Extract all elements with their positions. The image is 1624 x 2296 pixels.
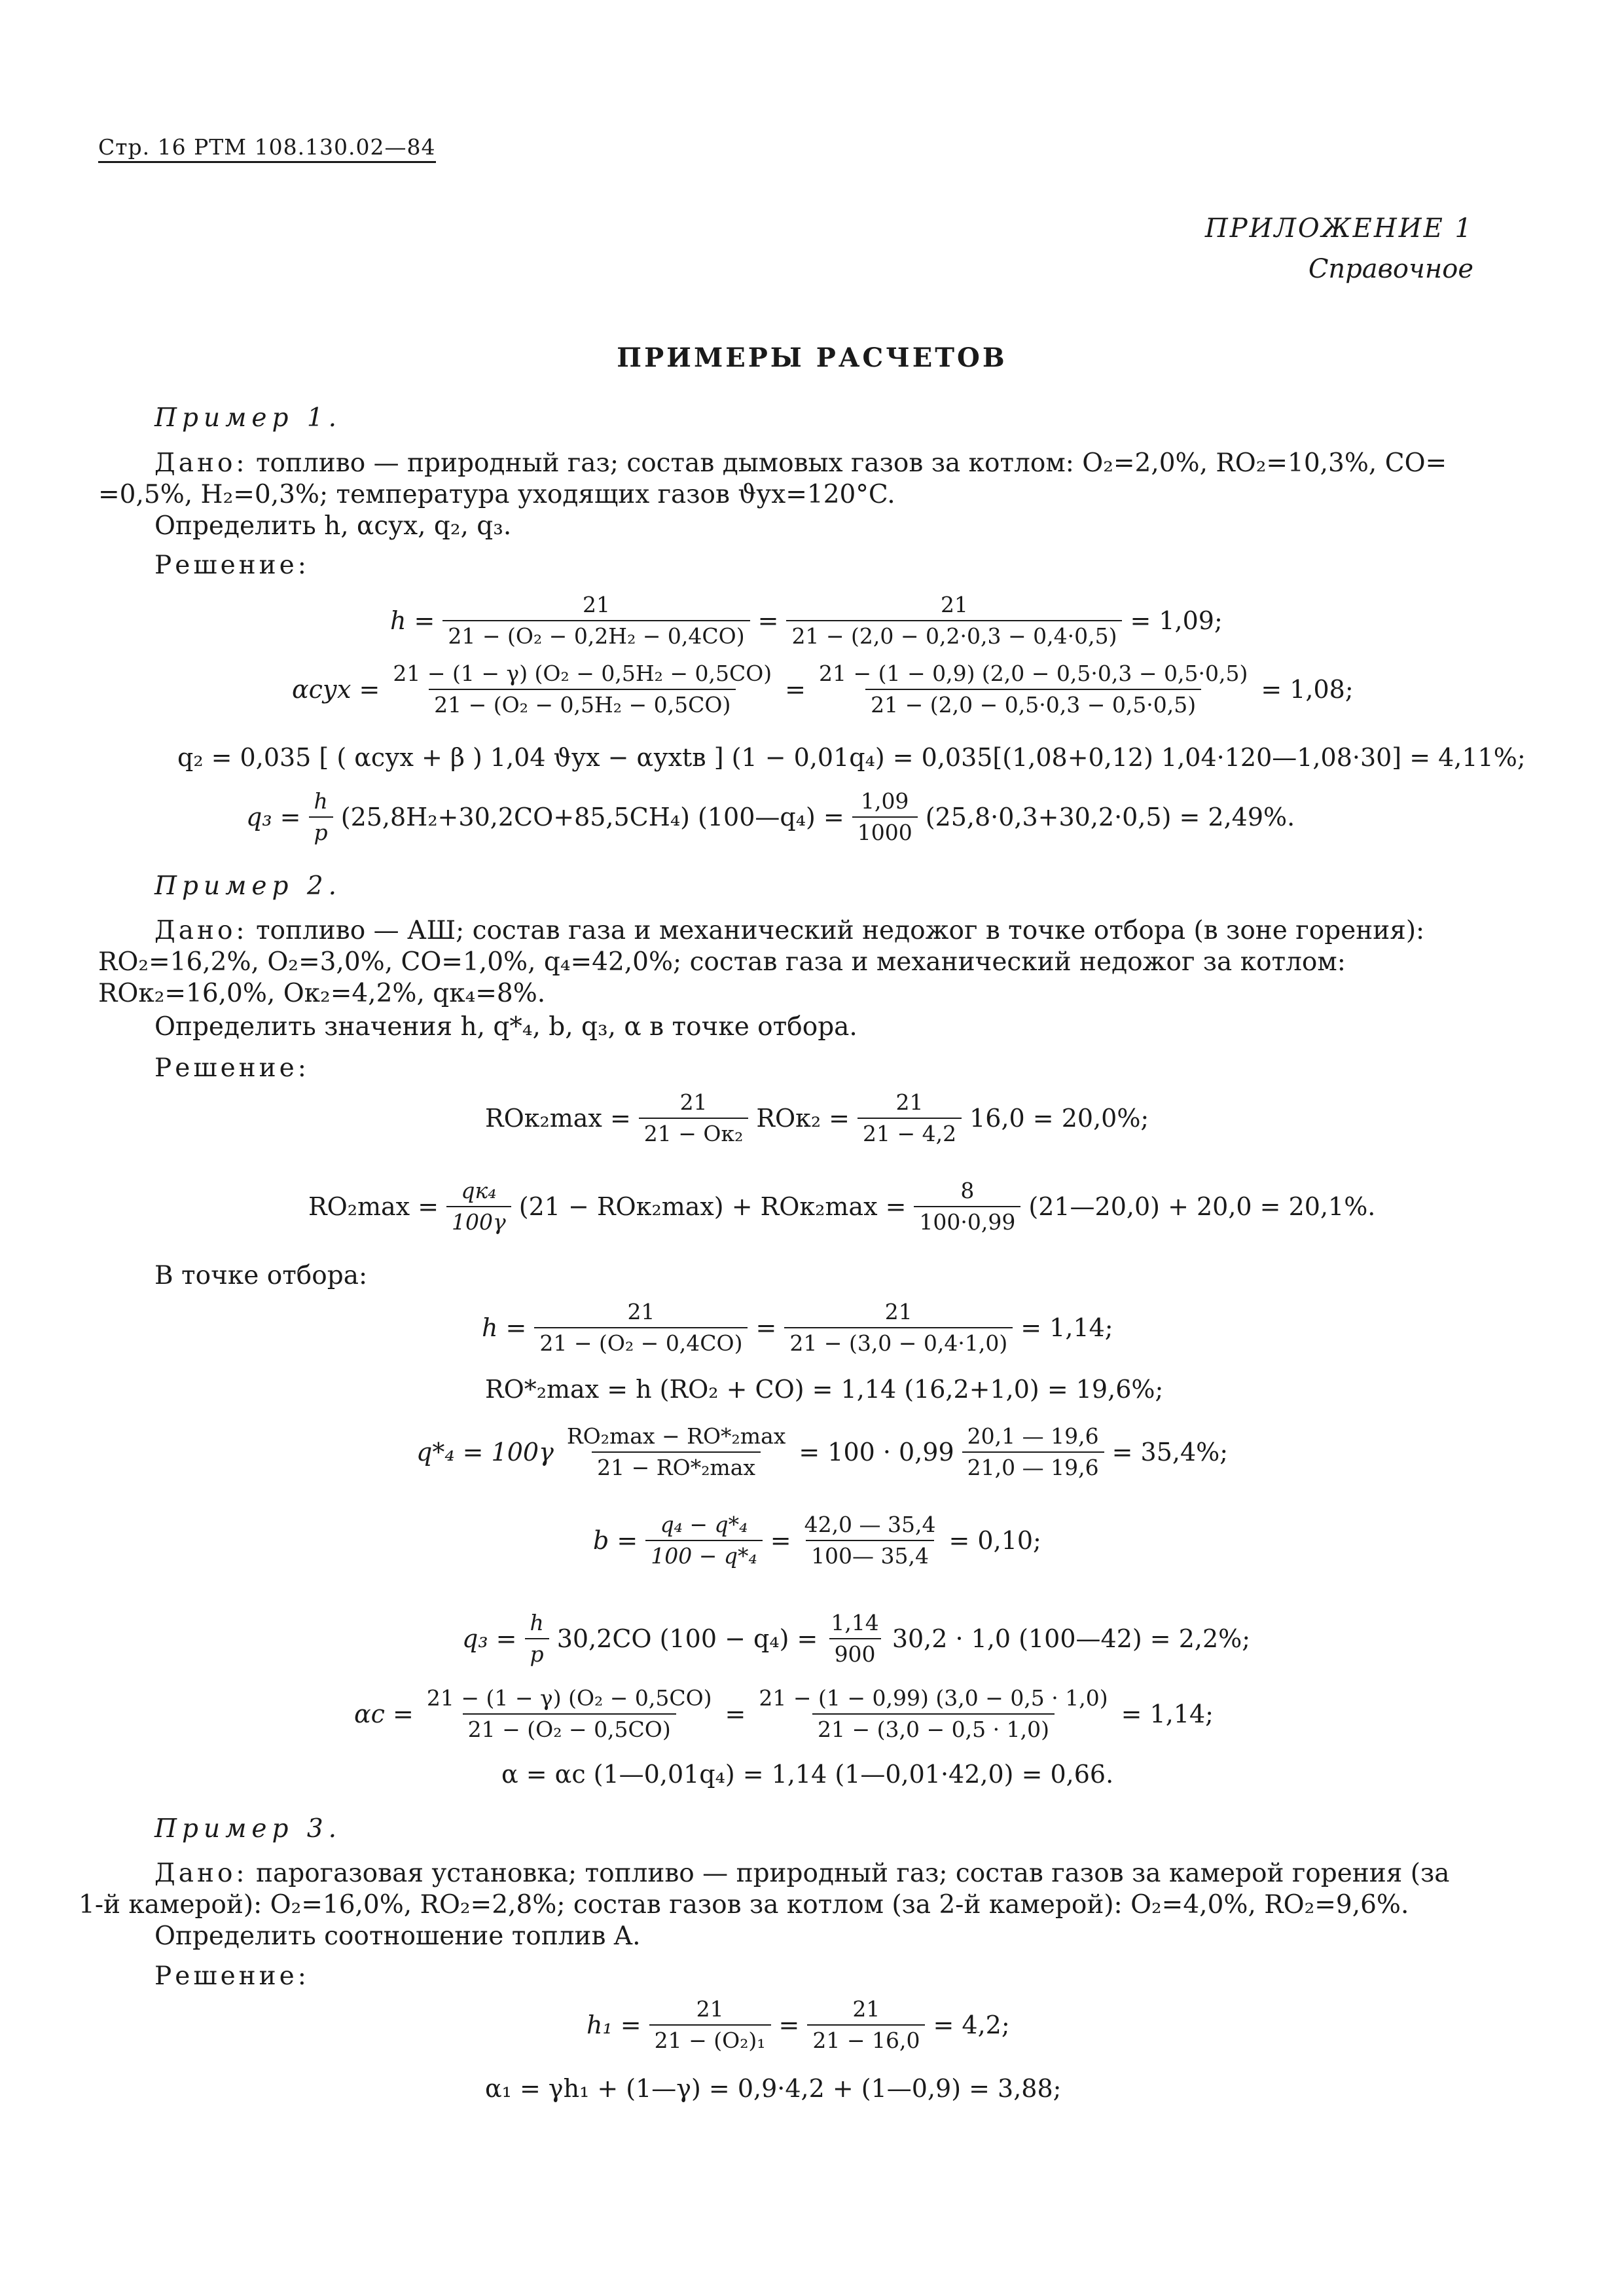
fraction [524,1611,549,1667]
eq-middle: (21 − ROк₂max) + ROк₂max = [518,1192,907,1221]
numerator: q₄ − q*₄ [660,1512,748,1537]
example3-heading: Пример 3. [154,1814,342,1844]
denominator: 21 − (3,0 − 0,4·1,0) [784,1327,1013,1356]
fraction [914,1178,1020,1235]
eq-result: = 1,09; [1130,606,1223,635]
eq-result: 30,2 · 1,0 (100—42) = 2,2%; [892,1624,1251,1653]
numerator: 21 − (1 − 0,99) (3,0 − 0,5 · 1,0) [759,1685,1108,1711]
eq-lhs: q*₄ = 100γ [416,1438,554,1467]
example1-given-line1 [154,448,1447,479]
numerator: RO₂max − RO*₂max [566,1423,786,1449]
eq-result: = 1,14; [1121,1700,1214,1728]
numerator: 21 [696,1996,724,2022]
eq-lhs: q₃ = [462,1624,517,1653]
numerator: 21 [583,592,610,617]
page-header: Стр. 16 РТМ 108.130.02—84 [98,134,436,163]
example2-eq-b [589,1512,1045,1569]
fraction [784,1300,1013,1356]
given-text: топливо — АШ; состав газа и механический недожог в точке отбора (в зоне горения): [255,916,1425,945]
numerator: 42,0 — 35,4 [804,1512,936,1537]
example2-eq-h [478,1300,1117,1356]
fraction [649,1997,771,2053]
fraction [807,1997,925,2053]
eq-result: = 4,2; [933,2011,1010,2039]
denominator: 21 − (O₂)₁ [649,2024,771,2053]
numerator: 21 [627,1299,655,1324]
example2-eq-alpha [497,1760,1117,1789]
example1-eq-q3 [242,789,1299,845]
eq-result: = 1,08; [1261,675,1354,704]
denominator: 21,0 — 19,6 [962,1451,1104,1480]
eq-text: q₂ = 0,035 [ ( αсух + β ) 1,04 ϑух − αухtв ] (1 − 0,01q₄) = 0,035[(1,08+0,12) 1,04·120—1,08·30] = 4,11%; [177,743,1526,772]
eq-lhs: h₁ = [586,2011,641,2039]
example2-given-line3: ROк₂=16,0%, Oк₂=4,2%, qк₄=8%. [98,979,546,1008]
given-text: парогазовая установка; топливо — природный газ; состав газов за камерой горения (за [255,1859,1450,1888]
eq-sign: = [785,675,806,704]
eq-middle: ROк₂ = [756,1104,850,1133]
denominator: 100·0,99 [914,1206,1020,1235]
example3-given-line2: 1-й камерой): O₂=16,0%, RO₂=2,8%; состав газов за котлом (за 2-й камерой): O₂=4,0%, RO₂=9,6%. [79,1890,1409,1920]
fraction [442,592,749,649]
numerator: 21 [884,1299,912,1324]
denominator: 21 − Oк₂ [639,1118,749,1146]
numerator: 21 [895,1089,924,1115]
denominator: 21 − (O₂ − 0,4CO) [534,1327,748,1356]
eq-result: = 0,10; [948,1526,1041,1555]
fraction [534,1300,748,1356]
numerator: h [314,788,328,814]
fraction [857,1090,962,1146]
example2-eq-q4s [412,1424,1232,1480]
example2-eq-ac [350,1686,1218,1742]
fraction [562,1424,791,1480]
denominator: 21 − RO*₂max [592,1451,761,1480]
example1-given-line2: =0,5%, H₂=0,3%; температура уходящих газов ϑух=120°C. [98,480,895,509]
given-text: топливо — природный газ; состав дымовых газов за котлом: O₂=2,0%, RO₂=10,3%, CO= [255,448,1447,478]
fraction [786,592,1122,649]
numerator: 21 − (1 − γ) (O₂ − 0,5CO) [426,1685,712,1711]
eq-text: α₁ = γh₁ + (1—γ) = 0,9·4,2 + (1—0,9) = 3,88; [485,2074,1062,2103]
eq-lhs: RO₂max = [308,1192,439,1221]
fraction [814,661,1253,718]
example2-eq-ro2max [304,1178,1379,1235]
eq-lhs: ROк₂max = [485,1104,631,1133]
fraction [388,661,777,718]
denominator: 21 − 4,2 [857,1118,962,1146]
example2-eq-ro2k [481,1090,1153,1146]
example2-eq-ro2s [481,1375,1167,1404]
numerator: qк₄ [461,1178,497,1203]
fraction [639,1090,749,1146]
appendix-type: Справочное [1308,254,1473,284]
example3-eq-h1 [583,1997,1014,2053]
example2-solution: Решение: [154,1053,310,1083]
numerator: 20,1 — 19,6 [967,1423,1099,1449]
denominator: 1000 [852,816,918,845]
eq-sign: = [725,1700,746,1728]
page-title: ПРИМЕРЫ РАСЧЕТОВ [617,342,1007,373]
example1-eq-h [386,592,1227,649]
eq-sign: = [757,606,779,635]
numerator: 8 [960,1178,975,1203]
fraction [645,1512,762,1569]
fraction [446,1178,511,1235]
eq-lhs: αс = [354,1700,414,1728]
eq-text: α = αс (1—0,01q₄) = 1,14 (1—0,01·42,0) = 0,66. [501,1760,1114,1789]
example1-solution: Решение: [154,551,310,580]
denominator: 100 − q*₄ [645,1540,762,1569]
given-label: Дано: [154,1859,248,1888]
eq-result: 16,0 = 20,0%; [969,1104,1149,1133]
eq-sign: = [778,2011,800,2039]
eq-lhs: h = [390,606,435,635]
denominator: 100γ [446,1206,511,1235]
numerator: 21 [940,592,968,617]
numerator: 1,09 [860,788,909,814]
fraction [825,1611,884,1667]
example1-find: Определить h, αсух, q₂, q₃. [154,511,512,541]
example3-eq-alpha1 [481,2074,1065,2103]
fraction [852,789,918,845]
given-label: Дано: [154,916,248,945]
denominator: p [309,816,333,845]
numerator: h [530,1610,544,1635]
example2-given-line1 [154,915,1424,947]
appendix-number: ПРИЛОЖЕНИЕ 1 [1204,213,1473,244]
eq-result: = 35,4%; [1111,1438,1229,1467]
eq-result: (21—20,0) + 20,0 = 20,1%. [1028,1192,1376,1221]
eq-text: RO*₂max = h (RO₂ + CO) = 1,14 (16,2+1,0) = 19,6%; [485,1375,1164,1404]
fraction [753,1686,1113,1742]
given-label: Дано: [154,448,248,478]
denominator: 21 − (O₂ − 0,5H₂ − 0,5CO) [429,689,736,718]
numerator: 21 − (1 − γ) (O₂ − 0,5H₂ − 0,5CO) [393,661,772,686]
eq-middle: (25,8H₂+30,2CO+85,5CH₄) (100—q₄) = [340,803,844,831]
example3-given-line1 [154,1858,1450,1889]
example1-eq-q2 [173,743,1530,772]
numerator: 1,14 [831,1610,879,1635]
eq-result: = 1,14; [1020,1313,1113,1342]
denominator: 100— 35,4 [806,1540,934,1569]
eq-lhs: b = [593,1526,638,1555]
eq-middle: 30,2CO (100 − q₄) = [556,1624,818,1653]
fraction [422,1686,717,1742]
example3-solution: Решение: [154,1961,310,1991]
eq-sign: = [770,1526,791,1555]
denominator: 21 − (2,0 − 0,2·0,3 − 0,4·0,5) [786,620,1122,649]
example2-find: Определить значения h, q*₄, b, q₃, α в точке отбора. [154,1012,857,1042]
example2-eq-q3 [458,1611,1254,1667]
example1-eq-alpha [288,661,1358,718]
denominator: 900 [829,1638,881,1667]
fraction [962,1424,1104,1480]
fraction [799,1512,941,1569]
eq-result: (25,8·0,3+30,2·0,5) = 2,49%. [925,803,1295,831]
fraction [308,789,333,845]
numerator: 21 [852,1996,880,2022]
example2-at-point: В точке отбора: [154,1261,368,1290]
example3-find: Определить соотношение топлив A. [154,1922,641,1951]
eq-lhs: αсух = [292,675,380,704]
example1-heading: Пример 1. [154,403,342,433]
denominator: 21 − (3,0 − 0,5 · 1,0) [812,1713,1055,1742]
eq-sign: = [755,1313,777,1342]
numerator: 21 [679,1089,708,1115]
numerator: 21 − (1 − 0,9) (2,0 − 0,5·0,3 − 0,5·0,5) [818,661,1248,686]
eq-lhs: q₃ = [246,803,301,831]
eq-lhs: h = [482,1313,527,1342]
denominator: 21 − (O₂ − 0,5CO) [463,1713,676,1742]
eq-middle: = 100 · 0,99 [799,1438,954,1467]
example2-given-line2: RO₂=16,2%, O₂=3,0%, CO=1,0%, q₄=42,0%; состав газа и механический недожог за котлом: [98,947,1346,977]
denominator: 21 − (2,0 − 0,5·0,3 − 0,5·0,5) [865,689,1201,718]
denominator: 21 − 16,0 [807,2024,925,2053]
denominator: 21 − (O₂ − 0,2H₂ − 0,4CO) [442,620,749,649]
example2-heading: Пример 2. [154,871,342,901]
denominator: p [525,1638,549,1667]
appendix-label [1205,208,1473,289]
